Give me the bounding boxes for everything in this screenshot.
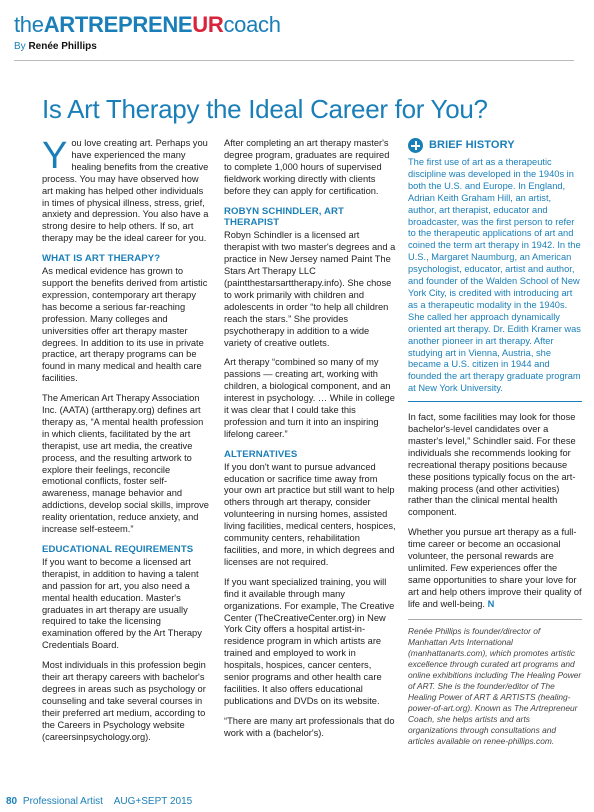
section-heading-educational-requirements: EDUCATIONAL REQUIREMENTS [42, 544, 194, 555]
section-heading-robyn-schindler: ROBYN SCHINDLER, ART THERAPIST [224, 205, 344, 229]
paragraph: If you want to become a licensed art therapist, in addition to having a talent and passion for art, you also need a mental health education. Master's graduates in art therapy are usually required to take the licensing examination offered by the Art Therapy Credentials Board. [42, 556, 202, 651]
article-title: Is Art Therapy the Ideal Career for You? [42, 94, 488, 124]
end-mark-icon: N [487, 598, 495, 609]
section-heading-alternatives: ALTERNATIVES [224, 448, 298, 460]
article-column-1 [42, 135, 212, 752]
paragraph: If you don't want to pursue advanced education or sacrifice time away from your own art practice but still want to help others through art therapy, consider volunteering in nursing homes, assisted living facilities, medical centers, hospices, community centers, rehabilitation facilities, and more, in which degrees and licenses are not required. [224, 461, 396, 567]
author-name: Renée Phillips [28, 41, 97, 52]
byline: By Renée Phillips [14, 41, 97, 52]
paragraph: If you want specialized training, you will find it available through many organizations. For example, The Creative Center (TheCreativeCenter.org) in New York City offers a hospital artist-in-residence program in which artists are trained and employed to work in hospitals, hospices, cancer centers, senior programs and other health care facilities. It also offers educational publications and DVDs on its website. [224, 576, 395, 706]
paragraph: “There are many art professionals that do work with a (bachelor's). [224, 715, 395, 738]
article-column-2 [224, 138, 396, 748]
drop-cap: Y [42, 135, 68, 177]
paragraph: Most individuals in this profession begin their art therapy careers with bachelor's degrees in areas such as psychology or counseling and take several courses in their preferred art medium, according to the Careers in Psychology website (careersinpsychology.org). [42, 660, 206, 742]
paragraph: After completing an art therapy master's degree program, graduates are required to complete 1,000 hours of supervised fieldwork working directly with clients before they can apply for certification. [224, 138, 390, 196]
header-divider [14, 60, 574, 61]
masthead-logo: theARTREPRENEURcoach [14, 12, 281, 37]
plus-circle-icon [408, 138, 423, 153]
masthead-header [14, 12, 584, 52]
issue-date: AUG+SEPT 2015 [113, 796, 193, 807]
intro-paragraph: You love creating art. Perhaps you have experienced the many healing benefits from the creative process. You may have observed how art making has helped other individuals in times of physical illness, stress, grief, anxiety and depression. You also have a strong desire to help others. If so, art therapy may be the ideal career for you. [42, 135, 209, 244]
paragraph: The American Art Therapy Association Inc. (AATA) (arttherapy.org) defines art therapy as, “A mental health profession in which clients, facilitated by the art therapist, use art media, the creative process, and the resulting artwork to explore their feelings, reconcile emotional conflicts, foster self-awareness, manage behavior and addictions, develop social skills, improve reality orientation, reduce anxiety, and increase self-esteem.” [42, 393, 209, 535]
paragraph: In fact, some facilities may look for those bachelor's-level candidates over a master's level,” Schindler said. For these individuals she recommends looking for recreational therapy positions because these positions typically focus on the art-making process (and other activities) rather than the clinical mental health component. [408, 412, 576, 518]
brief-history-heading: BRIEF HISTORY [408, 138, 582, 153]
closing-paragraph: Whether you pursue art therapy as a full-time career or become an occasional volunteer, the personal rewards are unlimited. Few experiences offer the same opportunities to share your love for art and help others improve their quality of life and well-being. N [408, 527, 582, 609]
brief-history-sidebar: The first use of art as a therapeutic discipline was developed in the 1940s in both the U.S. and Europe. In England, Adrian Keith Graham Hill, an artist, author, art therapist, educator and broadcaster, was the first person to refer to the therapeutic applications of art and coined the term art therapy in 1942. In the U.S., Margaret Naumburg, an American psychologist, educator, artist and author, and founder of the Walden School of New York City, is credited with introducing art as a therapeutic modality in the 1940s. She called her approach dynamically oriented art therapy. Dr. Edith Kramer was another pioneer in art therapy. After studying art in Vienna, Austria, she became a U.S. citizen in 1944 and founded the art therapy graduate program at New York University. [408, 157, 582, 402]
paragraph: Art therapy “combined so many of my passions — creating art, working with children, a biological component, and an interest in psychology. … While in college it was clear that I could take this profession and turn it into an inspiring lifelong career.” [224, 357, 395, 439]
article-column-3 [408, 138, 582, 747]
paragraph: Robyn Schindler is a licensed art therapist with two master's degrees and a practice in New Jersey named Paint The Stars Art Therapy LLC (paintthestarsarttherapy.info). She chose to work primarily with children and adolescents in order “to help all children reach the stars.” She provides psychotherapy in addition to a wide variety of creative outlets. [224, 230, 396, 348]
page-footer [6, 796, 192, 807]
page-number: 80 [6, 796, 18, 807]
paragraph: As medical evidence has grown to support the benefits derived from artistic expression, contemporary art therapy has become a serious far-reaching profession. Many colleges and universities offer art therapy master degrees. In addition to its use in private practice, art therapy programs can be found in many medical and health care facilities. [42, 266, 208, 384]
magazine-name: Professional Artist [22, 796, 103, 807]
section-heading-what-is-art-therapy: WHAT IS ART THERAPY? [42, 253, 161, 265]
author-bio: Renée Phillips is founder/director of Manhattan Arts International (manhattanarts.com), which promotes artistic excellence through curated art programs and online exhibitions including The Healing Power of ART. She is the founder/editor of The Healing Power of ART & ARTISTS (healing-power-of-art.org). Known as The Artrepreneur Coach, she helps artists and arts organizations through consultations and articles available on renee-phillips.com. [408, 619, 582, 747]
